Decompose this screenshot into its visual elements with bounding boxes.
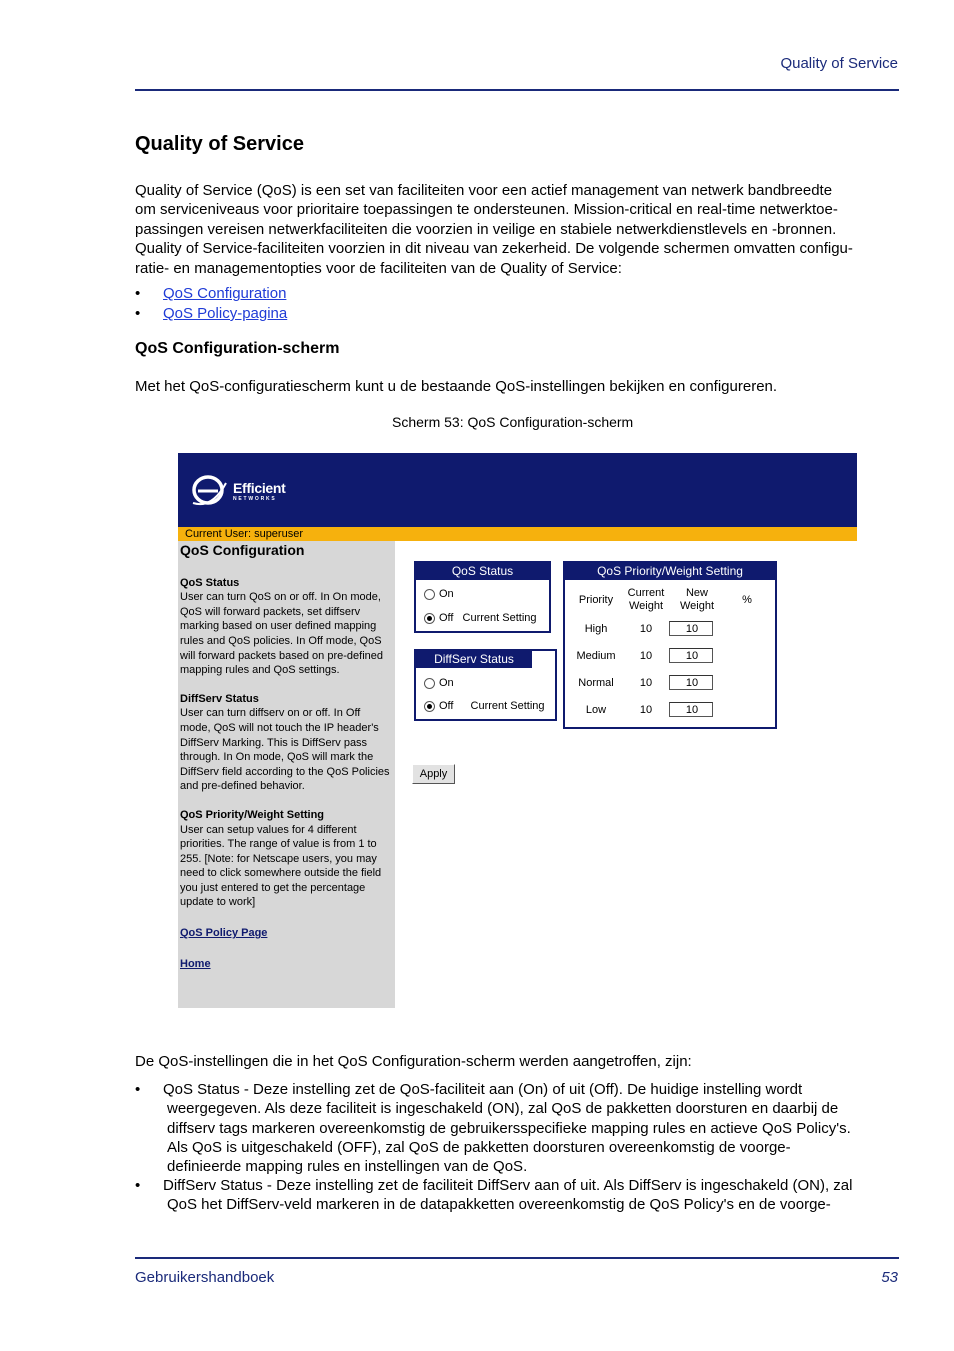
list-item-line: QoS het DiffServ-veld markeren in de datapakketten overeenkomstig de QoS Policy's en de voorge- <box>167 1196 831 1214</box>
priority-weight-box <box>563 561 777 729</box>
intro-line: Quality of Service (QoS) is een set van faciliteiten voor een actief management van netwerk bandbreedte <box>135 182 833 199</box>
diffserv-on-option[interactable] <box>424 677 454 689</box>
apply-button[interactable]: Apply <box>412 764 455 784</box>
new-weight-input[interactable]: 10 <box>669 702 713 717</box>
qos-on-label: On <box>439 588 454 600</box>
priority-weight-table <box>569 585 769 723</box>
qos-status-box <box>414 561 551 633</box>
table-row <box>569 696 769 723</box>
help-sidebar <box>178 541 395 1008</box>
page-number: 53 <box>881 1269 898 1286</box>
banner <box>178 453 857 527</box>
new-weight-input[interactable]: 10 <box>669 648 713 663</box>
new-weight-input[interactable]: 10 <box>669 675 713 690</box>
body-paragraph: Met het QoS-configuratiescherm kunt u de bestaande QoS-instellingen bekijken en configureren. <box>135 378 778 395</box>
bullet: • <box>135 1081 141 1098</box>
link-list-item <box>135 285 286 302</box>
col-priority: Priority <box>578 594 614 606</box>
list-item-first-line: QoS Status - Deze instelling zet de QoS-faciliteit aan (On) of uit (Off). De huidige instelling wordt <box>163 1081 803 1098</box>
col-current-weight: Current Weight <box>627 587 665 612</box>
section-subheading: QoS Configuration-scherm <box>135 340 340 357</box>
table-header-row <box>569 585 769 615</box>
sidebar-diffserv-text: User can turn diffserv on or off. In Off mode, QoS will not touch the IP header's DiffServ Marking. This is DiffServ pass through. In On mode, QoS will mark the DiffServ field according to the QoS Policies and pre-defined behavior. <box>180 707 390 793</box>
qos-status-title: QoS Status <box>416 563 549 580</box>
priority-label: High <box>584 622 608 635</box>
diffserv-current-setting-label: Current Setting <box>470 700 545 712</box>
logo-text: Efficient <box>233 480 286 496</box>
footer-title: Gebruikershandboek <box>135 1269 275 1286</box>
sidebar-qos-status-text: User can turn QoS on or off. In On mode, QoS will forward packets, set diffserv marking based on user defined mapping rules and QoS policies. In Off mode, QoS will forward packets based on pre-defined mapping rules and QoS settings. <box>180 591 384 677</box>
table-row <box>569 642 769 669</box>
qos-policy-page-link[interactable]: QoS Policy Page <box>180 927 268 940</box>
qos-current-setting-label: Current Setting <box>462 612 537 624</box>
current-weight: 10 <box>639 622 653 635</box>
sidebar-heading: QoS Configuration <box>180 542 305 558</box>
sidebar-priority-text: User can setup values for 4 different priorities. The range of value is from 1 to 255. [Note: for Netscape users, you may need to click somewhere outside the field you just entered to get the percentage update to work] <box>180 823 382 909</box>
priority-weight-title: QoS Priority/Weight Setting <box>565 563 775 580</box>
new-weight-input[interactable]: 10 <box>669 621 713 636</box>
priority-label: Medium <box>576 649 616 662</box>
figure-caption: Scherm 53: QoS Configuration-scherm <box>392 414 634 430</box>
qos-off-radio[interactable] <box>424 613 435 624</box>
qos-configuration-screenshot <box>178 453 857 1008</box>
diffserv-off-radio[interactable] <box>424 701 435 712</box>
page-title: Quality of Service <box>135 133 304 155</box>
current-weight: 10 <box>639 703 653 716</box>
bullet: • <box>135 1177 141 1194</box>
intro-line: passingen vereisen netwerkfaciliteiten die voorzien in veilige en stabiele netwerkdienstlevels en -bronnen. <box>135 220 837 238</box>
list-item <box>135 1080 903 1176</box>
bullet: • <box>135 305 141 322</box>
bullet: • <box>135 285 141 302</box>
current-weight: 10 <box>639 649 653 662</box>
intro-paragraph <box>135 181 903 278</box>
diffserv-status-box <box>414 649 557 721</box>
list-item-line: weergegeven. Als deze faciliteit is ingeschakeld (ON), zal QoS de pakketten doorsturen en daarbij de <box>167 1100 839 1118</box>
sidebar-qos-status-title: QoS Status <box>180 576 240 589</box>
body-paragraph: De QoS-instellingen die in het QoS Configuration-scherm werden aangetroffen, zijn: <box>135 1053 692 1070</box>
header-rule <box>135 89 899 91</box>
footer-rule <box>135 1257 899 1259</box>
intro-line: ratie- en managementopties voor de faciliteiten van de Quality of Service: <box>135 259 622 277</box>
list-item-line: diffserv tags markeren overeenkomstig de gebruikersspecifieke mapping rules en actieve QoS Policy's. <box>167 1119 851 1137</box>
list-item-first-line: DiffServ Status - Deze instelling zet de faciliteit DiffServ aan of uit. Als DiffServ is ingeschakeld (ON), zal <box>163 1177 853 1194</box>
table-row <box>569 669 769 696</box>
home-link[interactable]: Home <box>180 957 211 970</box>
sidebar-priority-title: QoS Priority/Weight Setting <box>180 808 325 821</box>
list-item-line: definieerde mapping rules en instellingen van de QoS. <box>167 1158 528 1176</box>
list-item <box>135 1176 903 1215</box>
qos-policy-link[interactable]: QoS Policy-pagina <box>163 305 288 322</box>
running-header: Quality of Service <box>780 55 898 72</box>
diffserv-status-title: DiffServ Status <box>416 651 532 668</box>
col-percent: % <box>742 594 752 606</box>
logo-subtext: NETWORKS <box>233 496 277 502</box>
list-item-line: Als QoS is uitgeschakeld (OFF), zal QoS de pakketten doorsturen overeenkomstig de voorge- <box>167 1138 791 1156</box>
diffserv-on-label: On <box>439 677 454 689</box>
link-list-item <box>135 305 287 322</box>
current-weight: 10 <box>639 676 653 689</box>
current-user-bar: Current User: superuser <box>178 527 857 541</box>
diffserv-off-option[interactable] <box>424 700 545 712</box>
sidebar-diffserv-title: DiffServ Status <box>180 692 259 705</box>
qos-off-option[interactable] <box>424 612 537 624</box>
qos-configuration-link[interactable]: QoS Configuration <box>163 285 287 302</box>
col-new-weight: New Weight <box>679 587 715 612</box>
qos-on-radio[interactable] <box>424 589 435 600</box>
table-row <box>569 615 769 642</box>
diffserv-on-radio[interactable] <box>424 678 435 689</box>
diffserv-off-label: Off <box>439 700 454 712</box>
qos-on-option[interactable] <box>424 588 454 600</box>
priority-label: Normal <box>578 676 614 689</box>
qos-off-label: Off <box>439 612 454 624</box>
intro-line: Quality of Service-faciliteiten voorzien in dit niveau van zekerheid. De volgende schermen omvatten configu- <box>135 240 853 258</box>
intro-line: om serviceniveaus voor prioritaire toepassingen te ondersteunen. Mission-critical en real-time netwerktoe- <box>135 201 838 219</box>
priority-label: Low <box>585 703 607 716</box>
